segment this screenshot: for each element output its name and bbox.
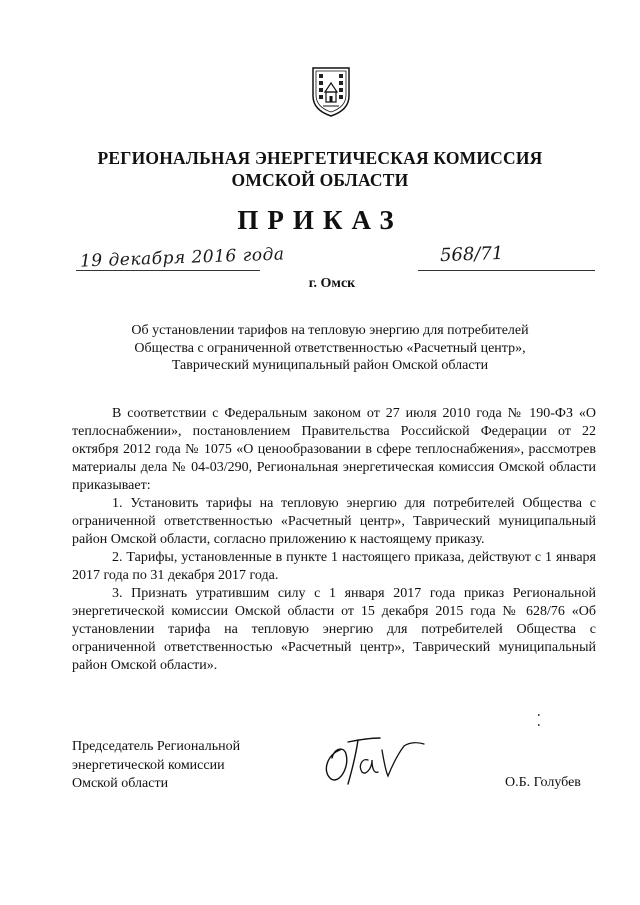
order-item-3: 3. Признать утратившим силу с 1 января 2017 года приказ Региональной энергетической комиссии Омской области от 15 декабря 2015 года № 628/76 «Об установлении тарифа на тепловую энергию для потребителей Общества с ограниченной ответственностью «Расчетный центр», Таврический муниципальный район Омской области». [72, 586, 596, 673]
order-item-2: 2. Тарифы, установленные в пункте 1 настоящего приказа, действуют с 1 января 2017 года по 31 декабря 2017 года. [72, 550, 596, 583]
handwritten-date: 19 декабря 2016 года [79, 244, 285, 272]
subject-line: Общества с ограниченной ответственностью «Расчетный центр», [134, 340, 526, 356]
stray-mark [538, 714, 540, 728]
order-item-1: 1. Установить тарифы на тепловую энергию для потребителей Общества с ограниченной ответственностью «Расчетный центр», Таврический муниципальный район Омской области, согласно приложению к настоящему приказу. [72, 496, 596, 547]
handwritten-number: 568/71 [439, 242, 504, 267]
subject-line: Об установлении тарифов на тепловую энергию для потребителей [131, 323, 529, 338]
signatory-title-line: Омской области [72, 776, 169, 791]
order-body [72, 405, 596, 675]
preamble-paragraph: В соответствии с Федеральным законом от 27 июля 2010 года № 190-ФЗ «О теплоснабжении», постановлением Правительства Российской Федерации от 22 октября 2012 года № 1075 «О ценообразовании в сфере теплоснабжения», рассмотрев материалы дела № 04-03/290, Региональная энергетическая комиссия Омской области приказывает: [72, 406, 596, 493]
order-subject [70, 322, 590, 375]
subject-line: Таврический муниципальный район Омской области [171, 358, 489, 373]
document-type-title: ПРИКАЗ [237, 205, 403, 235]
handwritten-signature [318, 732, 428, 792]
coat-of-arms-icon [311, 66, 351, 118]
organization-name-line2: ОМСКОЙ ОБЛАСТИ [231, 170, 409, 190]
signatory-title-line: энергетической комиссии [72, 757, 225, 773]
date-underline [76, 270, 260, 271]
signatory-name: О.Б. Голубев [505, 775, 581, 790]
signatory-title [72, 738, 240, 794]
city-label: г. Омск [308, 276, 356, 291]
organization-name-line1: РЕГИОНАЛЬНАЯ ЭНЕРГЕТИЧЕСКАЯ КОМИССИЯ [97, 148, 543, 168]
signatory-title-line: Председатель Региональной [72, 739, 241, 754]
number-underline [418, 270, 595, 271]
